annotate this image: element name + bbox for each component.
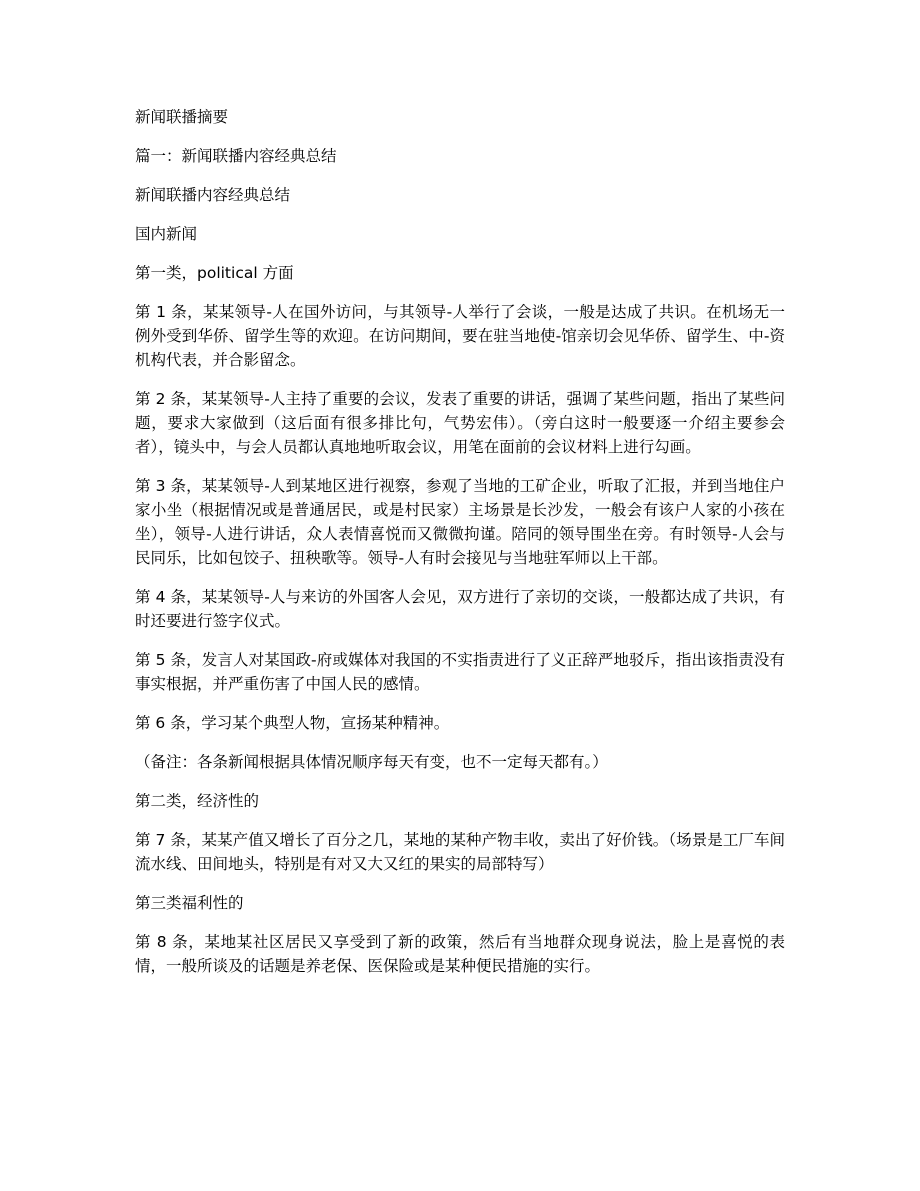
paragraph: 第 7 条，某某产值又增长了百分之几，某地的某种产物丰收，卖出了好价钱。（场景是工厂车间流水线、田间地头，特别是有对又大又红的果实的局部特写）	[135, 831, 785, 873]
paragraph: 第 3 条，某某领导-人到某地区进行视察，参观了当地的工矿企业，听取了汇报，并到当地住户家小坐（根据情况或是普通居民，或是村民家）主场景是长沙发，一般会有该户人家的小孩在坐），领导-人进行讲话，众人表情喜悦而又微微拘谨。陪同的领导围坐在旁。有时领导-人会与民同乐，比如包饺子、扭秧歌等。领导-人有时会接见与当地驻军师以上干部。	[135, 477, 785, 567]
paragraph: （备注：各条新闻根据具体情况顺序每天有变，也不一定每天都有。）	[135, 753, 608, 771]
paragraph: 第 5 条，发言人对某国政-府或媒体对我国的不实指责进行了义正辞严地驳斥，指出该指责没有事实根据，并严重伤害了中国人民的感情。	[135, 651, 785, 693]
paragraph: 第一类，political 方面	[135, 264, 294, 282]
paragraph: 第 6 条，学习某个典型人物，宣扬某种精神。	[135, 714, 450, 732]
document-subtitle: 新闻联播内容经典总结	[135, 186, 291, 204]
paragraph: 第 2 条，某某领导-人主持了重要的会议，发表了重要的讲话，强调了某些问题，指出了某些问题，要求大家做到（这后面有很多排比句，气势宏伟）。（旁白这时一般要逐一介绍主要参会者），镜头中，与会人员都认真地地听取会议，用笔在面前的会议材料上进行勾画。	[135, 390, 785, 456]
paragraph: 第二类，经济性的	[135, 792, 260, 810]
section-heading: 篇一：新闻联播内容经典总结	[135, 147, 337, 165]
document-page	[135, 105, 785, 993]
paragraph: 第 8 条，某地某社区居民又享受到了新的政策，然后有当地群众现身说法，脸上是喜悦的表情，一般所谈及的话题是养老保、医保险或是某种便民措施的实行。	[135, 933, 785, 975]
document-title: 新闻联播摘要	[135, 108, 229, 126]
paragraph: 第三类福利性的	[135, 894, 244, 912]
paragraph: 第 1 条，某某领导-人在国外访问，与其领导-人举行了会谈，一般是达成了共识。在机场无一例外受到华侨、留学生等的欢迎。在访问期间，要在驻当地使-馆亲切会见华侨、留学生、中-资机构代表，并合影留念。	[135, 303, 785, 369]
category-heading: 国内新闻	[135, 225, 198, 243]
paragraph: 第 4 条，某某领导-人与来访的外国客人会见，双方进行了亲切的交谈，一般都达成了共识，有时还要进行签字仪式。	[135, 588, 785, 630]
